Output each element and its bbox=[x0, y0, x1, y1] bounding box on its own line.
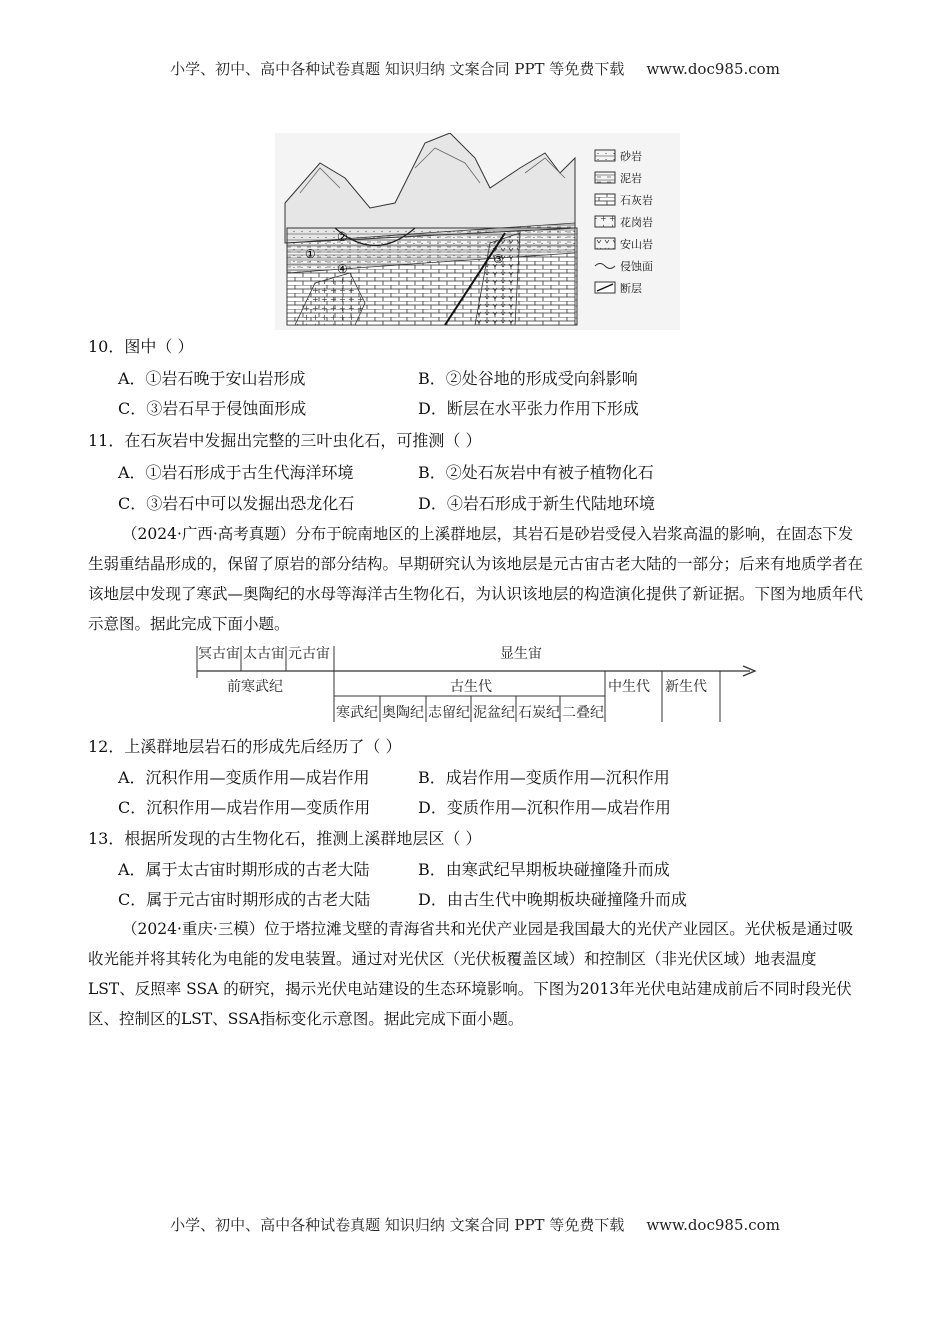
legend-fault: 断层 bbox=[620, 282, 642, 295]
legend-granite: 花岗岩 bbox=[620, 216, 653, 229]
question-12-stem: 12．上溪群地层岩石的形成先后经历了（ ） bbox=[88, 737, 402, 756]
question-13-stem: 13．根据所发现的古生物化石，推测上溪群地层区（ ） bbox=[88, 829, 482, 848]
footer-site: www.doc985.com bbox=[646, 1216, 780, 1234]
legend-mudstone: 泥岩 bbox=[620, 172, 642, 185]
marker-1: ① bbox=[305, 247, 316, 261]
eon-proterozoic: 元古宙 bbox=[288, 646, 330, 662]
period-cambrian: 寒武纪 bbox=[336, 705, 378, 721]
legend-sandstone: 砂岩 bbox=[620, 150, 642, 163]
period-permian: 二叠纪 bbox=[562, 705, 604, 721]
q10-option-b: B．②处谷地的形成受向斜影响 bbox=[418, 369, 638, 388]
q12-option-a: A．沉积作用—变质作用—成岩作用 bbox=[118, 768, 370, 787]
era-paleozoic: 古生代 bbox=[450, 679, 492, 695]
eon-hadean: 冥古宙 bbox=[198, 646, 240, 662]
geologic-timeline bbox=[195, 638, 765, 728]
question-11-stem: 11．在石灰岩中发掘出完整的三叶虫化石，可推测（ ） bbox=[88, 431, 482, 450]
q11-option-c: C．③岩石中可以发掘出恐龙化石 bbox=[118, 494, 355, 513]
q13-option-d: D．由古生代中晚期板块碰撞隆升而成 bbox=[418, 890, 687, 909]
header-text: 小学、初中、高中各种试卷真题 知识归纳 文案合同 PPT 等免费下载 bbox=[170, 60, 625, 78]
legend-andesite: 安山岩 bbox=[620, 238, 653, 251]
era-precambrian: 前寒武纪 bbox=[227, 679, 283, 695]
passage-2: （2024·重庆·三模）位于塔拉滩戈壁的青海省共和光伏产业园是我国最大的光伏产业园区。光伏板是通过吸收光能并将其转化为电能的发电装置。通过对光伏区（光伏板覆盖区域）和控制区（非光伏区域）地表温度 LST、反照率 SSA 的研究，揭示光伏电站建设的生态环境影响。下图为2013年光伏电站建成前后不同时段光伏区、控制区的LST、SSA指标变化示意图。据此完成下面小题。 bbox=[88, 920, 854, 1028]
q12-option-d: D．变质作用—沉积作用—成岩作用 bbox=[418, 798, 671, 817]
marker-4: ④ bbox=[337, 262, 348, 276]
q12-option-b: B．成岩作用—变质作用—沉积作用 bbox=[418, 768, 670, 787]
marker-3: ③ bbox=[493, 252, 504, 266]
page-footer bbox=[0, 1214, 950, 1235]
period-silurian: 志留纪 bbox=[428, 705, 470, 721]
q10-option-a: A．①岩石晚于安山岩形成 bbox=[118, 369, 306, 388]
marker-2: ② bbox=[337, 230, 348, 244]
page-header bbox=[0, 58, 950, 79]
q11-option-a: A．①岩石形成于古生代海洋环境 bbox=[118, 463, 354, 482]
legend-limestone: 石灰岩 bbox=[620, 194, 653, 207]
q12-option-c: C．沉积作用—成岩作用—变质作用 bbox=[118, 798, 371, 817]
q10-option-d: D．断层在水平张力作用下形成 bbox=[418, 399, 639, 418]
period-devonian: 泥盆纪 bbox=[473, 705, 515, 721]
passage-1: （2024·广西·高考真题）分布于皖南地区的上溪群地层，其岩石是砂岩受侵入岩浆高温的影响，在固态下发生弱重结晶形成的，保留了原岩的部分结构。早期研究认为该地层是元古宙古老大陆的一部分；后来有地质学者在该地层中发现了寒武—奥陶纪的水母等海洋古生物化石，为认识该地层的构造演化提供了新证据。下图为地质年代示意图。据此完成下面小题。 bbox=[88, 525, 864, 633]
q11-option-b: B．②处石灰岩中有被子植物化石 bbox=[418, 463, 654, 482]
legend-erosion-surface: 侵蚀面 bbox=[620, 260, 653, 273]
footer-text: 小学、初中、高中各种试卷真题 知识归纳 文案合同 PPT 等免费下载 bbox=[170, 1216, 625, 1234]
q11-option-d: D．④岩石形成于新生代陆地环境 bbox=[418, 494, 655, 513]
period-carboniferous: 石炭纪 bbox=[518, 705, 560, 721]
eon-phanerozoic: 显生宙 bbox=[500, 646, 542, 662]
eon-archean: 太古宙 bbox=[243, 646, 285, 662]
geology-cross-section-figure bbox=[275, 133, 680, 330]
question-10-stem: 10．图中（ ） bbox=[88, 337, 194, 356]
era-mesozoic: 中生代 bbox=[608, 679, 650, 695]
q10-option-c: C．③岩石早于侵蚀面形成 bbox=[118, 399, 307, 418]
q13-option-a: A．属于太古宙时期形成的古老大陆 bbox=[118, 860, 370, 879]
period-ordovician: 奥陶纪 bbox=[382, 705, 424, 721]
header-site: www.doc985.com bbox=[646, 60, 780, 78]
era-cenozoic: 新生代 bbox=[665, 679, 707, 695]
q13-option-c: C．属于元古宙时期形成的古老大陆 bbox=[118, 890, 371, 909]
q13-option-b: B．由寒武纪早期板块碰撞隆升而成 bbox=[418, 860, 670, 879]
